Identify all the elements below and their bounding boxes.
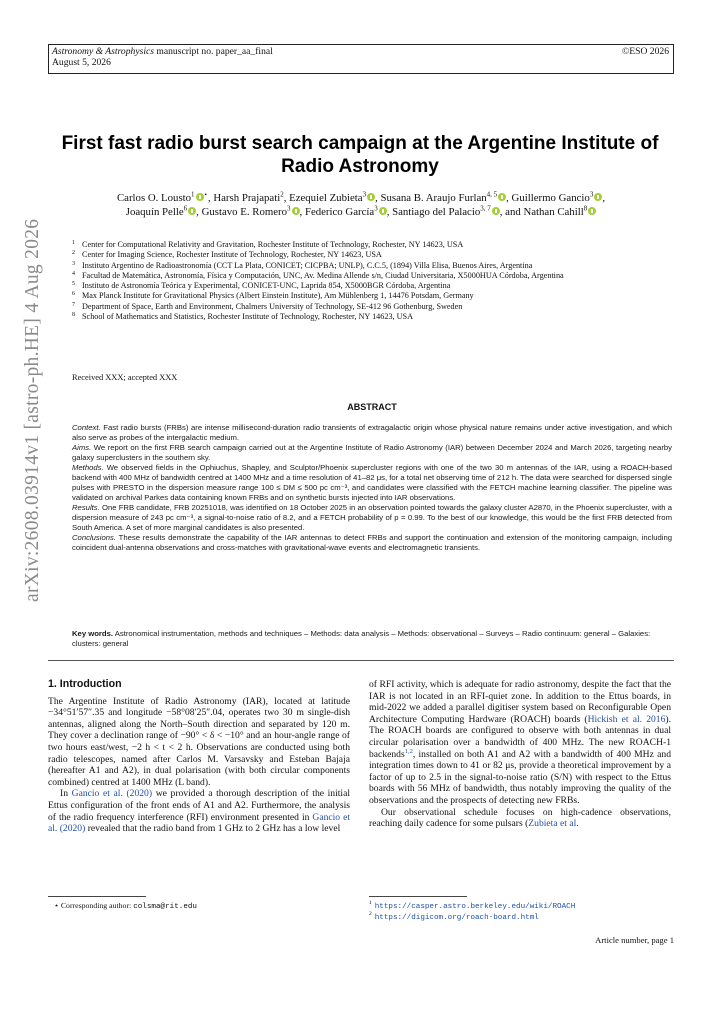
author: [392, 206, 500, 218]
author-affil-ref: 4, 5: [486, 190, 498, 199]
abstract-methods: Methods. We observed fields in the Ophiuchus, Shapley, and Sculptor/Phoenix supercluster regions with one of the two 30 m antennas of the IAR, using a ROACH-based backend with 400 MHz of bandwidth centred at 1400 MHz and a time resolution of 41–82 μs, for a total net observing time of 212 h. The data were searched for dispersed single pulses with PRESTO in the dispersion measure range 100 ≤ DM ≤ 500 pc cm⁻³, and candidates were classified with the FETCH machine learning classifier. The pipeline was validated on archival Parkes data containing known FRBs and on synthetic bursts injected into IAR observations.: [72, 463, 672, 502]
abstract-context: Context. Fast radio bursts (FRBs) are intense millisecond-duration radio transients of extragalactic origin whose physical nature remains under active investigation, and which also serve as probes of the intergalactic medium.: [72, 423, 672, 442]
corresponding-email[interactable]: colsma@rit.edu: [133, 903, 197, 911]
author-name: Federico García: [304, 206, 375, 218]
author-affil-ref: 3: [589, 190, 594, 199]
affiliation-number: 8: [72, 312, 75, 319]
keywords-text: Astronomical instrumentation, methods and techniques – Methods: data analysis – Methods: observational – Surveys – Radio continuum: general – Galaxies: clusters: general: [72, 629, 651, 648]
author: [213, 192, 283, 204]
author-name: Ezequiel Zubieta: [289, 192, 363, 204]
author-name: Carlos O. Lousto: [116, 192, 192, 204]
affiliation-item: [72, 240, 672, 250]
arxiv-stamp: arXiv:2608.03914v1 [astro-ph.HE] 4 Aug 2026: [22, 218, 43, 602]
orcid-icon[interactable]: [379, 207, 387, 215]
orcid-icon[interactable]: [188, 207, 196, 215]
citation-link[interactable]: Hickish et al. 2016: [587, 713, 666, 725]
footnote-rule: [48, 896, 146, 897]
affiliation-text: Center for Computational Relativity and Gravitation, Rochester Institute of Technology, Rochester, NY 14623, USA: [82, 240, 464, 249]
author-name: Santiago del Palacio: [392, 206, 481, 218]
page-number: Article number, page 1: [595, 935, 674, 945]
journal-name: Astronomy & Astrophysics: [52, 46, 154, 57]
author: [202, 206, 300, 218]
affiliation-item: [72, 271, 672, 281]
author-affil-ref: 3, 7: [480, 204, 491, 213]
orcid-icon[interactable]: [196, 193, 204, 201]
affiliation-number: 7: [72, 301, 75, 308]
author-name: Harsh Prajapati: [213, 192, 281, 204]
affiliation-text: Facultad de Matemática, Astronomía, Física y Computación, UNC, Av. Medina Allende s/n, Ciudad Universitaria, X5000HUA Córdoba, Argentina: [82, 270, 564, 280]
footnote-url-roach[interactable]: https://casper.astro.berkeley.edu/wiki/ROACH: [374, 903, 576, 911]
abstract-divider: [48, 660, 674, 661]
affiliation-item: [72, 250, 672, 260]
author: [289, 192, 375, 204]
author-affil-ref: 8: [583, 204, 588, 213]
affiliation-number: 4: [72, 270, 75, 277]
affiliation-text: Department of Space, Earth and Environment, Chalmers University of Technology, SE-412 96 Gothenburg, Sweden: [82, 301, 463, 311]
author-affil-ref: 3: [287, 204, 291, 213]
keywords: [72, 629, 672, 649]
author-affil-ref: 3: [362, 190, 367, 199]
orcid-icon[interactable]: [292, 207, 300, 215]
section-heading-introduction: 1. Introduction: [48, 678, 122, 690]
author-name: Nathan Cahill: [523, 206, 584, 218]
abstract-results: Results. One FRB candidate, FRB 20251018, was identified on 18 October 2025 in an observation pointed towards the galaxy cluster A2870, in the Phoenix supercluster, with a dispersion measure of 243 pc cm⁻³, a signal-to-noise ratio of 8.2, and a FETCH probability of p = 0.99. To the best of our knowledge, this would be the first FRB detected from South America. A set of more marginal candidates is also presented.: [72, 503, 672, 532]
author-name: Gustavo E. Romero: [201, 206, 288, 218]
intro-paragraph-4: Our observational schedule focuses on high-cadence observations, reaching daily cadence for some pulsars (Zubieta et al.: [369, 806, 671, 830]
right-column: [369, 679, 671, 830]
manuscript-number: manuscript no. paper_aa_final: [156, 46, 273, 57]
author-affil-ref: 2: [280, 190, 284, 199]
url-footnotes: [369, 896, 671, 923]
citation-link[interactable]: Gancio et al. (2020): [71, 788, 153, 800]
affiliation-item: [72, 312, 672, 322]
orcid-icon[interactable]: [498, 193, 506, 201]
author: [126, 206, 196, 218]
affiliation-item: [72, 291, 672, 301]
citation-link[interactable]: Zubieta et al.: [528, 818, 579, 830]
intro-paragraph-1: The Argentine Institute of Radio Astronomy (IAR), located at latitude −34°51′57″.35 and longitude −58°08′25″.04, operates two 30 m single-dish antennas, aligned along the North–South direction and separated by 120 m. They cover a declination range of −90° < δ < −10° and an hour-angle range of two hours east/west, −2 h < t < 2 h. Observations are conducted using both radio telescopes, named after Carlos M. Varsavsky and Esteban Bajaja (hereafter A1 and A2), in dual polarisation (with both circular components combined) centred at 1400 MHz (L band).: [48, 695, 350, 788]
left-column: [48, 679, 350, 835]
orcid-icon[interactable]: [588, 207, 596, 215]
copyright-eso: ©ESO 2026: [622, 46, 669, 57]
author-affil-ref: 3: [374, 204, 378, 213]
author: [523, 206, 596, 218]
abstract-body: [72, 423, 672, 553]
affiliation-list: [72, 240, 672, 322]
corresponding-footnote: ⋆ Corresponding author: colsma@rit.edu: [48, 896, 350, 912]
footnote-marker[interactable]: 1,2: [404, 747, 413, 755]
abstract-conclusions: Conclusions. These results demonstrate the capability of the IAR antennas to detect FRBs and support the continuation and extension of the monitoring campaign, including coincident dual-antenna observations and cross-matches with gravitational-wave events and electromagnetic transients.: [72, 533, 673, 552]
running-header-box: [48, 44, 674, 74]
affiliation-number: 2: [72, 250, 75, 257]
corresponding-star: ⋆: [203, 190, 208, 199]
author: [380, 192, 506, 204]
affiliation-number: 1: [72, 240, 75, 246]
affiliation-number: 3: [72, 260, 75, 267]
affiliation-number: 6: [72, 291, 75, 298]
footnote-rule: [369, 896, 467, 897]
paper-title: First fast radio burst search campaign at the Argentine Institute of Radio Astronomy: [61, 133, 659, 177]
author: [512, 192, 603, 204]
abstract-aims: Aims. We report on the first FRB search campaign carried out at the Argentine Institute of Radio Astronomy (IAR) between December 2024 and March 2026, targeting nearby galaxy superclusters in the southern sky.: [72, 443, 672, 462]
affiliation-text: School of Mathematics and Statistics, Rochester Institute of Technology, Rochester, NY 14623, USA: [82, 312, 414, 322]
citation-link[interactable]: Gancio et al. (2020): [48, 811, 350, 835]
author-affil-ref: 1: [191, 190, 195, 199]
author: [117, 192, 208, 204]
affiliation-item: [72, 281, 672, 291]
header-date: August 5, 2026: [52, 57, 111, 68]
keywords-label: Key words.: [72, 629, 114, 638]
received-line: Received XXX; accepted XXX: [72, 373, 178, 382]
author-affil-ref: 6: [183, 204, 188, 213]
affiliation-text: Instituto Argentino de Radioastronomía (CCT La Plata, CONICET; CICPBA; UNLP), C.C.5, (1894) Villa Elisa, Buenos Aires, Argentina: [82, 260, 533, 270]
orcid-icon[interactable]: [492, 207, 500, 215]
author-name: Susana B. Araujo Furlan: [380, 192, 487, 204]
author-name: Guillermo Gancio: [511, 192, 590, 204]
orcid-icon[interactable]: [594, 193, 602, 201]
affiliation-number: 5: [72, 281, 75, 288]
affiliation-item: [72, 302, 672, 312]
intro-paragraph-2: In Gancio et al. (2020) we provided a thorough description of the initial Ettus configuration of the front ends of A1 and A2. Furthermore, the analysis of the radio frequency interference (RFI) environment presented in Gancio et al. (2020) revealed that the radio band from 1 GHz to 2 GHz has a low level: [48, 788, 351, 835]
author: [305, 206, 387, 218]
affiliation-item: [72, 261, 672, 271]
footnote-2: $^2$ https://digicom.org/roach-board.html: [369, 911, 539, 922]
author-name: Joaquín Pelle: [125, 206, 184, 218]
intro-paragraph-3: of RFI activity, which is adequate for radio astronomy, despite the fact that the IAR is not located in an RFI-quiet zone. In addition to the Ettus boards, in mid-2022 we added a parallel digitiser system based on Reconfigurable Open Architecture Computing Hardware (ROACH) boards (Hickish et al. 2016). The ROACH boards are configured to observe with both antennas in dual circular polarisation over a bandwidth of 400 MHz. The new ROACH-1 backends$^{1,2}$, installed on both A1 and A2 with a bandwidth of 400 MHz and integration times down to 41 or 82 μs, provide a theoretical improvement by a factor of up to 2.5 in the signal-to-noise ratio (S/N) with respect to the Ettus boards with 56 MHz of bandwidth, thus notably improving the quality of the observations and the prospects of detecting new FRBs.: [369, 679, 671, 806]
footnote-url-roach-board[interactable]: https://digicom.org/roach-board.html: [374, 914, 539, 922]
footnote-1: $^1$ https://casper.astro.berkeley.edu/wiki/ROACH: [369, 900, 576, 911]
author-list: Carlos O. Lousto$^1$ ⋆, Harsh Prajapati$^2$, Ezequiel Zubieta$^3$ , Susana B. Araujo Furlan$^{4, 5}$ , Guillermo Gancio$^3$ , Joaquín Pelle$^6$ , Gustavo E. Romero$^3$ , Federico García$^3$ , Santiago del Palacio$^{3, 7}$ , and Nathan Cahill$^8$: [116, 190, 606, 218]
affiliation-text: Max Planck Institute for Gravitational Physics (Albert Einstein Institute), Am Mühlenberg 1, 14476 Potsdam, Germany: [82, 291, 474, 301]
abstract-heading: ABSTRACT: [347, 402, 397, 412]
affiliation-text: Instituto de Astronomía Teórica y Experimental, CONICET-UNC, Laprida 854, X5000BGR Córdoba, Argentina: [82, 281, 451, 291]
orcid-icon[interactable]: [367, 193, 375, 201]
affiliation-text: Center for Imaging Science, Rochester Institute of Technology, Rochester, NY 14623, USA: [82, 250, 382, 260]
